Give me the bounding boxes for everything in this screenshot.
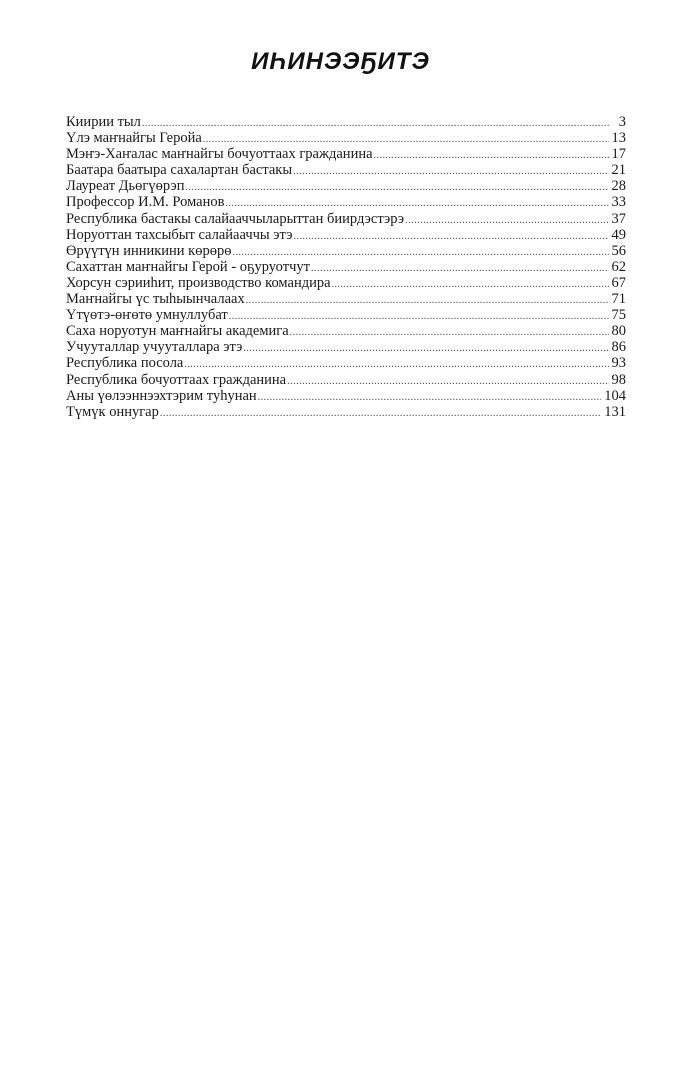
toc-entry-title: Профессор И.М. Романов xyxy=(66,194,225,211)
toc-entry xyxy=(66,178,626,194)
toc-page-number: 131 xyxy=(604,403,626,420)
toc-page-number: 62 xyxy=(611,258,626,275)
toc-dot-leader xyxy=(293,229,608,245)
toc-dot-leader xyxy=(246,293,609,309)
toc-page-number: 13 xyxy=(611,130,626,147)
toc-entry-title: Үлэ маҥнайгы Геройа xyxy=(66,130,202,147)
toc-page-number: 98 xyxy=(611,371,626,388)
toc-entry xyxy=(66,372,626,388)
toc-page-number: 71 xyxy=(611,291,626,308)
toc-page-number: 80 xyxy=(611,323,626,340)
toc-dot-leader xyxy=(332,277,609,293)
toc-entry xyxy=(66,323,626,339)
toc-entry-title: Баатара баатыра сахалартан бастакы xyxy=(66,162,293,179)
toc-page-number: 17 xyxy=(611,146,626,163)
toc-entry-title: Сахаттан маҥнайгы Герой - оҕуруотчут xyxy=(66,258,310,275)
toc-entry xyxy=(66,355,626,371)
toc-dot-leader xyxy=(142,116,609,132)
toc-dot-leader xyxy=(258,390,602,406)
table-of-contents xyxy=(66,114,626,420)
toc-dot-leader xyxy=(311,261,609,277)
toc-entry-title: Маҥнайгы үс тыһыынчалаах xyxy=(66,291,245,308)
toc-dot-leader xyxy=(290,325,609,341)
toc-entry-title: Саха норуотун маҥнайгы академига xyxy=(66,323,289,340)
toc-entry xyxy=(66,275,626,291)
toc-entry-title: Хорсун сэрииһит, производство командира xyxy=(66,274,331,291)
toc-dot-leader xyxy=(405,213,608,229)
toc-entry xyxy=(66,114,626,130)
toc-entry-title: Мэҥэ-Хаҥалас маҥнайгы бочуоттаах гражданина xyxy=(66,146,373,163)
toc-entry-title: Республика бочуоттаах гражданина xyxy=(66,371,287,388)
toc-dot-leader xyxy=(243,341,608,357)
toc-entry xyxy=(66,243,626,259)
toc-entry xyxy=(66,388,626,404)
toc-entry xyxy=(66,227,626,243)
toc-dot-leader xyxy=(185,180,608,196)
toc-entry xyxy=(66,291,626,307)
toc-entry xyxy=(66,307,626,323)
toc-page-number: 56 xyxy=(611,242,626,259)
page-title: ИҺИНЭЭҔИТЭ xyxy=(251,48,430,75)
toc-entry xyxy=(66,194,626,210)
toc-entry-title: Аны үөлээннээхтэрим туһунан xyxy=(66,387,257,404)
toc-page-number: 28 xyxy=(611,178,626,195)
toc-dot-leader xyxy=(293,164,608,180)
toc-page-number: 86 xyxy=(611,339,626,356)
toc-page-number: 21 xyxy=(611,162,626,179)
toc-dot-leader xyxy=(374,148,609,164)
toc-page-number: 67 xyxy=(611,274,626,291)
toc-page-number: 75 xyxy=(611,307,626,324)
toc-page-number: 49 xyxy=(611,226,626,243)
toc-dot-leader xyxy=(160,406,601,422)
toc-entry-title: Учууталлар учууталлара этэ xyxy=(66,339,243,356)
toc-entry-title: Республика бастакы салайааччыларыттан биирдэстэрэ xyxy=(66,210,405,227)
toc-entry xyxy=(66,404,626,420)
toc-entry-title: Лауреат Дьөгүөрэп xyxy=(66,178,185,195)
toc-entry xyxy=(66,146,626,162)
toc-entry xyxy=(66,259,626,275)
toc-dot-leader xyxy=(287,374,608,390)
toc-entry-title: Республика посола xyxy=(66,355,184,372)
toc-entry xyxy=(66,162,626,178)
toc-entry xyxy=(66,211,626,227)
toc-page-number: 93 xyxy=(611,355,626,372)
toc-entry-title: Үтүөтэ-өҥөтө умнуллубат xyxy=(66,307,228,324)
toc-entry-title: Өрүүтүн инникини көрөрө xyxy=(66,242,232,259)
toc-page-number: 37 xyxy=(611,210,626,227)
toc-page-number: 33 xyxy=(611,194,626,211)
toc-page-number: 104 xyxy=(604,387,626,404)
toc-entry-title: Киирии тыл xyxy=(66,114,141,130)
toc-entry-title: Түмүк оннугар xyxy=(66,403,159,420)
toc-page-number: 3 xyxy=(618,114,626,130)
toc-entry xyxy=(66,339,626,355)
toc-entry-title: Норуоттан тахсыбыт салайааччы этэ xyxy=(66,226,293,243)
toc-entry xyxy=(66,130,626,146)
